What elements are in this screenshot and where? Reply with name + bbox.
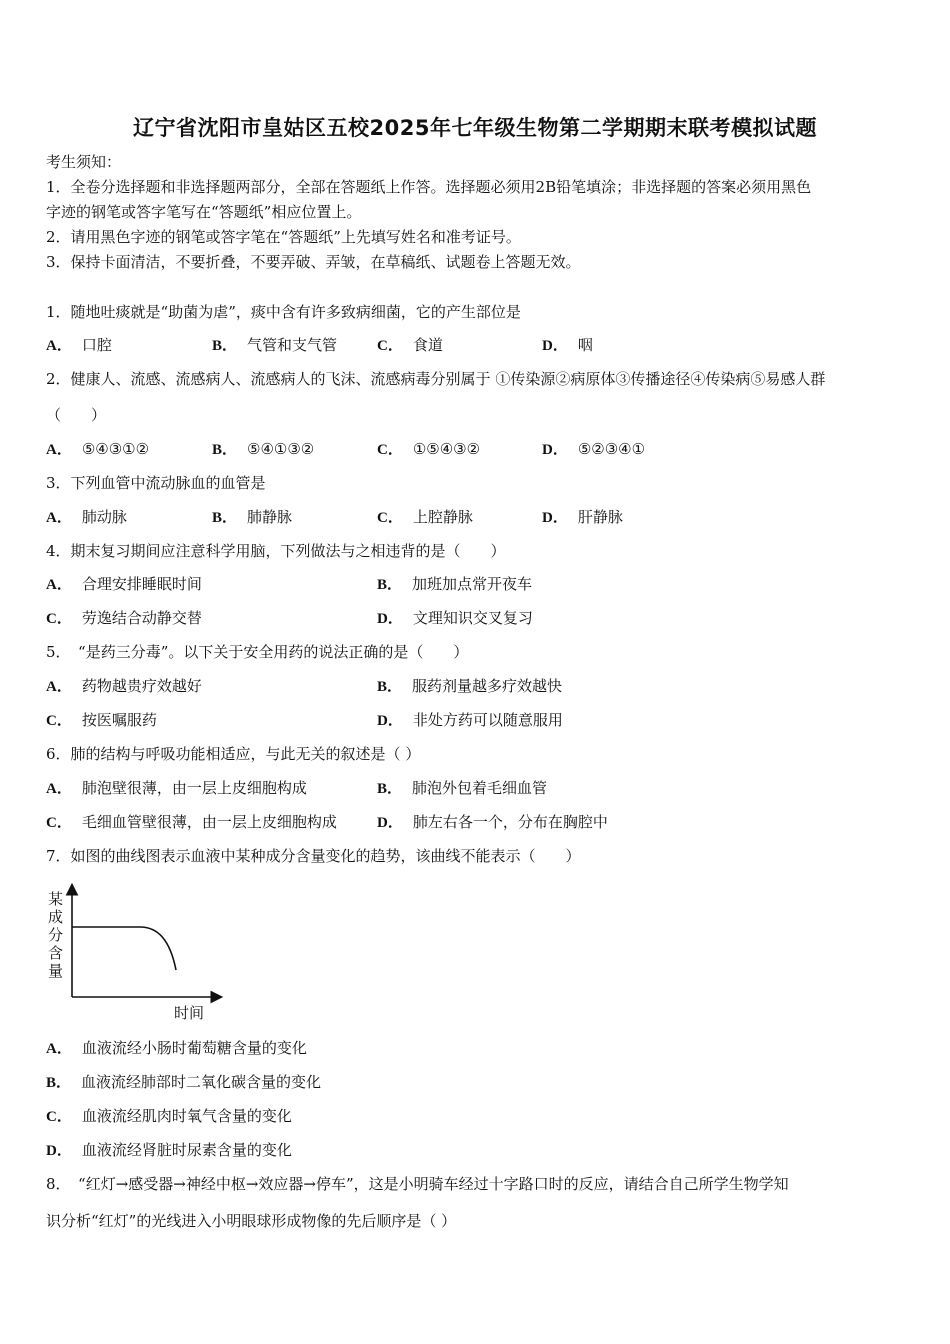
- trend-curve: [72, 927, 176, 970]
- option-text: 服药剂量越多疗效越快: [412, 677, 563, 695]
- question-7-option-b[interactable]: [46, 1072, 321, 1093]
- option-text: 肺静脉: [247, 508, 293, 526]
- option-text: 文理知识交叉复习: [412, 609, 533, 627]
- question-5-option-b[interactable]: [377, 676, 562, 697]
- option-letter: A．: [46, 338, 72, 354]
- option-text: 口腔: [81, 336, 112, 354]
- option-text: 血液流经肌肉时氧气含量的变化: [81, 1107, 292, 1125]
- y-axis-label-char: 含: [48, 944, 64, 962]
- option-letter: D．: [377, 815, 403, 831]
- question-3-option-a[interactable]: [46, 507, 127, 528]
- option-text: 非处方药可以随意服用: [412, 711, 563, 729]
- option-text: 劳逸结合动静交替: [81, 609, 202, 627]
- notice-item: 3．保持卡面清洁，不要折叠，不要弄破、弄皱，在草稿纸、试题卷上答题无效。: [46, 253, 581, 271]
- option-letter: C．: [377, 510, 403, 526]
- question-6-stem: 6．肺的结构与呼吸功能相适应，与此无关的叙述是（ ）: [46, 745, 421, 763]
- question-7-stem: 7．如图的曲线图表示血液中某种成分含量变化的趋势，该曲线不能表示（ ）: [46, 847, 581, 865]
- y-axis-label-char: 量: [48, 962, 64, 980]
- question-1-option-a[interactable]: [46, 335, 112, 356]
- notice-heading: 考生须知：: [46, 153, 122, 171]
- option-letter: D．: [542, 510, 568, 526]
- question-8-stem: 8． “红灯→感受器→神经中枢→效应器→停车”，这是小明骑车经过十字路口时的反应，请结合自己所学生物学知: [46, 1175, 789, 1193]
- option-text: ⑤④①③②: [247, 440, 315, 458]
- question-5-option-a[interactable]: [46, 676, 202, 697]
- option-text: 肺泡壁很薄，由一层上皮细胞构成: [81, 779, 307, 797]
- option-letter: C．: [46, 815, 72, 831]
- option-text: 药物越贵疗效越好: [81, 677, 202, 695]
- option-text: 气管和支气管: [247, 336, 338, 354]
- content-trend-graph: [40, 880, 240, 1022]
- question-7-option-a[interactable]: [46, 1038, 307, 1059]
- option-letter: C．: [46, 1109, 72, 1125]
- option-letter: D．: [542, 442, 568, 458]
- option-text: 肺左右各一个，分布在胸腔中: [412, 813, 608, 831]
- option-text: ⑤④③①②: [81, 440, 150, 458]
- option-text: 毛细血管壁很薄，由一层上皮细胞构成: [81, 813, 337, 831]
- question-4-stem: 4．期末复习期间应注意科学用脑，下列做法与之相违背的是（ ）: [46, 542, 506, 560]
- question-5-option-c[interactable]: [46, 710, 157, 731]
- question-7-option-c[interactable]: [46, 1106, 292, 1127]
- option-letter: B．: [46, 1075, 72, 1091]
- question-6-option-c[interactable]: [46, 812, 337, 833]
- option-text: 上腔静脉: [412, 508, 473, 526]
- option-letter: B．: [212, 510, 238, 526]
- question-4-option-b[interactable]: [377, 574, 532, 595]
- option-letter: B．: [377, 679, 403, 695]
- notice-item: 2．请用黑色字迹的钢笔或答字笔在“答题纸”上先填写姓名和准考证号。: [46, 228, 521, 246]
- question-6-option-d[interactable]: [377, 812, 608, 833]
- question-4-option-d[interactable]: [377, 608, 533, 629]
- option-letter: C．: [46, 611, 72, 627]
- question-6-option-b[interactable]: [377, 778, 547, 799]
- option-text: 血液流经肾脏时尿素含量的变化: [81, 1141, 292, 1159]
- question-6-option-a[interactable]: [46, 778, 307, 799]
- question-1-option-b[interactable]: [212, 335, 337, 356]
- option-letter: D．: [542, 338, 568, 354]
- question-3-option-c[interactable]: [377, 507, 473, 528]
- question-5-stem: 5． “是药三分毒”。以下关于安全用药的说法正确的是（ ）: [46, 643, 469, 661]
- question-3-option-d[interactable]: [542, 507, 623, 528]
- option-letter: A．: [46, 1041, 72, 1057]
- question-8-stem-cont: 识分析“红灯”的光线进入小明眼球形成物像的先后顺序是（ ）: [46, 1212, 457, 1230]
- question-1-option-c[interactable]: [377, 335, 443, 356]
- option-letter: B．: [377, 781, 403, 797]
- y-axis-label-char: 分: [48, 926, 64, 944]
- question-2-option-d[interactable]: [542, 439, 645, 460]
- option-letter: C．: [46, 713, 72, 729]
- question-2-stem-cont: （ ）: [46, 406, 107, 424]
- option-text: ①⑤④③②: [412, 440, 481, 458]
- question-2-option-a[interactable]: [46, 439, 149, 460]
- question-1-stem: 1．随地吐痰就是“助菌为虐”，痰中含有许多致病细菌，它的产生部位是: [46, 303, 521, 321]
- option-letter: C．: [377, 338, 403, 354]
- option-letter: B．: [212, 442, 238, 458]
- option-text: 肺泡外包着毛细血管: [412, 779, 548, 797]
- option-text: 血液流经肺部时二氧化碳含量的变化: [81, 1073, 322, 1091]
- x-axis-label: 时间: [174, 1004, 205, 1022]
- option-text: ⑤②③④①: [577, 440, 646, 458]
- option-letter: B．: [212, 338, 238, 354]
- option-text: 咽: [577, 336, 593, 354]
- y-axis-label-char: 成: [48, 908, 64, 926]
- question-5-option-d[interactable]: [377, 710, 563, 731]
- option-text: 食道: [412, 336, 443, 354]
- option-letter: B．: [377, 577, 403, 593]
- question-1-option-d[interactable]: [542, 335, 593, 356]
- question-3-option-b[interactable]: [212, 507, 292, 528]
- option-text: 肺动脉: [81, 508, 127, 526]
- option-letter: A．: [46, 679, 72, 695]
- option-letter: A．: [46, 442, 72, 458]
- question-2-option-c[interactable]: [377, 439, 480, 460]
- question-2-stem: 2．健康人、流感、流感病人、流感病人的飞沫、流感病毒分别属于 ①传染源②病原体③传播途径④传染病⑤易感人群: [46, 370, 826, 388]
- option-text: 加班加点常开夜车: [412, 575, 533, 593]
- question-4-option-c[interactable]: [46, 608, 202, 629]
- option-text: 按医嘱服药: [81, 711, 157, 729]
- option-letter: D．: [377, 713, 403, 729]
- option-text: 血液流经小肠时葡萄糖含量的变化: [81, 1039, 307, 1057]
- question-3-stem: 3．下列血管中流动脉血的血管是: [46, 474, 266, 492]
- option-letter: D．: [46, 1143, 72, 1159]
- option-letter: A．: [46, 781, 72, 797]
- notice-item: 1．全卷分选择题和非选择题两部分，全部在答题纸上作答。选择题必须用2B铅笔填涂；非选择题的答案必须用黑色: [46, 178, 812, 196]
- notice-item: 字迹的钢笔或答字笔写在“答题纸”相应位置上。: [46, 203, 362, 221]
- option-letter: C．: [377, 442, 403, 458]
- question-7-option-d[interactable]: [46, 1140, 292, 1161]
- question-4-option-a[interactable]: [46, 574, 202, 595]
- y-axis-label-char: 某: [48, 890, 64, 908]
- option-letter: A．: [46, 577, 72, 593]
- option-text: 肝静脉: [577, 508, 623, 526]
- option-text: 合理安排睡眠时间: [81, 575, 202, 593]
- option-letter: D．: [377, 611, 403, 627]
- page-title: 辽宁省沈阳市皇姑区五校2025年七年级生物第二学期期末联考模拟试题: [133, 116, 817, 140]
- option-letter: A．: [46, 510, 72, 526]
- question-2-option-b[interactable]: [212, 439, 314, 460]
